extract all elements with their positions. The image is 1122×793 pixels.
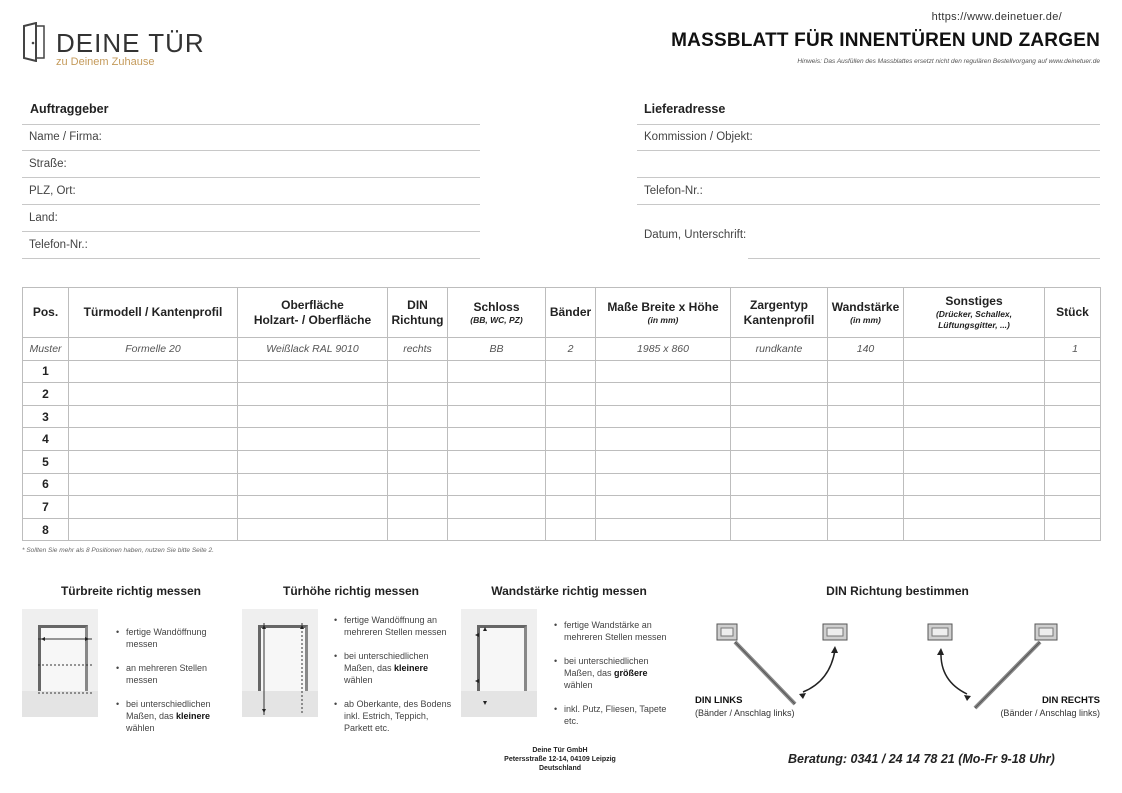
- width-measure-diagram: [22, 609, 98, 717]
- lieferadresse-heading: Lieferadresse: [644, 102, 726, 116]
- table-cell[interactable]: [731, 450, 828, 473]
- table-cell[interactable]: [596, 428, 731, 451]
- hoehe-bullet-3: • ab Oberkante, des Bodens inkl. Estrich, Teppich, Parkett etc.: [334, 698, 458, 734]
- table-cell[interactable]: [1045, 450, 1101, 473]
- table-cell[interactable]: [828, 473, 904, 496]
- field-label: Datum, Unterschrift:: [644, 229, 747, 241]
- table-cell[interactable]: [69, 428, 238, 451]
- table-cell[interactable]: [388, 428, 448, 451]
- table-cell[interactable]: [731, 428, 828, 451]
- table-cell[interactable]: [596, 496, 731, 519]
- column-header-sub: (Drücker, Schallex, Lüftungsgitter, ...): [935, 309, 1013, 330]
- hoehe-bullets: [334, 614, 458, 746]
- table-cell[interactable]: [904, 405, 1045, 428]
- muster-cell: 2: [546, 338, 596, 361]
- company-name: Deine Tür GmbH: [532, 747, 588, 754]
- table-cell[interactable]: [1045, 428, 1101, 451]
- howto-wand-heading: Wandstärke richtig messen: [491, 584, 647, 598]
- column-header: [828, 288, 904, 338]
- table-cell[interactable]: [546, 518, 596, 541]
- table-cell[interactable]: [69, 360, 238, 383]
- muster-cell: Weißlack RAL 9010: [238, 338, 388, 361]
- wand-bullet-2: • bei unterschiedlichen Maßen, das größere wählen: [554, 655, 678, 691]
- footnote: * Sollten Sie mehr als 8 Positionen haben, nutzen Sie bitte Seite 2.: [22, 547, 214, 554]
- table-cell[interactable]: [546, 473, 596, 496]
- width-arrows-icon: [22, 609, 98, 717]
- howto-hoehe-heading: Türhöhe richtig messen: [282, 584, 420, 598]
- table-cell[interactable]: [546, 360, 596, 383]
- din-links-icon: [717, 624, 847, 704]
- column-header: [69, 288, 238, 338]
- table-cell[interactable]: [546, 405, 596, 428]
- table-row: [23, 383, 1101, 406]
- table-cell[interactable]: [546, 383, 596, 406]
- wall-measure-diagram: [461, 609, 537, 717]
- muster-row: [23, 338, 1101, 361]
- auftraggeber-field[interactable]: [22, 151, 480, 178]
- table-cell[interactable]: [388, 473, 448, 496]
- hint-text: Hinweis: Das Ausfüllen des Massblattes ersetzt nicht den regulären Bestellvorgang auf www.deinetuer.de: [797, 58, 1100, 65]
- din-links-sub: (Bänder / Anschlag links): [695, 708, 795, 718]
- table-cell[interactable]: [1045, 473, 1101, 496]
- page-title: MASSBLATT FÜR INNENTÜREN UND ZARGEN: [671, 30, 1100, 51]
- table-cell[interactable]: [388, 405, 448, 428]
- table-cell[interactable]: [731, 405, 828, 428]
- wand-bullet-1: • fertige Wandstärke an mehreren Stellen messen: [554, 619, 678, 643]
- table-cell[interactable]: [828, 405, 904, 428]
- website-url[interactable]: https://www.deinetuer.de/: [931, 11, 1062, 23]
- logo-name: DEINE TÜR: [56, 28, 205, 58]
- column-header-main: Stück: [1056, 305, 1089, 319]
- column-header-main: Wandstärke: [831, 299, 900, 314]
- howto-din-heading: DIN Richtung bestimmen: [826, 584, 969, 598]
- table-cell[interactable]: [448, 383, 546, 406]
- field-label: Name / Firma:: [29, 131, 102, 143]
- table-cell[interactable]: [448, 428, 546, 451]
- column-header-main: Pos.: [32, 305, 59, 319]
- column-header-main: Maße Breite x Höhe: [607, 299, 719, 314]
- breite-bullet-3: • bei unterschiedlichen Maßen, das kleinere wählen: [116, 698, 236, 734]
- table-cell[interactable]: [238, 360, 388, 383]
- table-cell[interactable]: [388, 496, 448, 519]
- table-cell[interactable]: [448, 473, 546, 496]
- auftraggeber-field[interactable]: [22, 124, 480, 151]
- company-country: Deutschland: [538, 765, 581, 772]
- position-number: 6: [23, 473, 69, 496]
- column-header-sub: (in mm): [850, 314, 881, 325]
- table-cell[interactable]: [596, 383, 731, 406]
- table-cell[interactable]: [596, 360, 731, 383]
- muster-cell: [904, 338, 1045, 361]
- table-cell[interactable]: [238, 496, 388, 519]
- howto-breite-heading: Türbreite richtig messen: [60, 584, 202, 598]
- table-row: [23, 428, 1101, 451]
- table-cell[interactable]: [238, 405, 388, 428]
- muster-cell: 140: [828, 338, 904, 361]
- column-header-main: Bänder: [549, 305, 592, 319]
- logo-tagline: zu Deinem Zuhause: [56, 56, 155, 68]
- table-cell[interactable]: [238, 518, 388, 541]
- hoehe-bullet-2: • bei unterschiedlichen Maßen, das kleinere wählen: [334, 650, 458, 686]
- column-header: [546, 288, 596, 338]
- hotline: Beratung: 0341 / 24 14 78 21 (Mo-Fr 9-18 Uhr): [788, 752, 1055, 766]
- lieferadresse-field[interactable]: [637, 178, 1100, 205]
- table-cell[interactable]: [1045, 496, 1101, 519]
- position-number: 2: [23, 383, 69, 406]
- table-cell[interactable]: [731, 473, 828, 496]
- field-label: Land:: [29, 212, 58, 224]
- table-cell[interactable]: [1045, 360, 1101, 383]
- auftraggeber-field[interactable]: [22, 178, 480, 205]
- company-address: [480, 746, 640, 773]
- wand-bullet-3: • inkl. Putz, Fliesen, Tapete etc.: [554, 703, 678, 727]
- column-header: [23, 288, 69, 338]
- signature-line[interactable]: [748, 258, 1100, 259]
- table-cell[interactable]: [238, 383, 388, 406]
- table-cell[interactable]: [828, 496, 904, 519]
- table-cell[interactable]: [448, 405, 546, 428]
- table-cell[interactable]: [596, 450, 731, 473]
- column-header-main: Zargentyp Kantenprofil: [743, 297, 815, 327]
- table-cell[interactable]: [388, 518, 448, 541]
- table-cell[interactable]: [69, 518, 238, 541]
- auftraggeber-field[interactable]: [22, 205, 480, 232]
- lieferadresse-field[interactable]: [637, 205, 1100, 259]
- table-cell[interactable]: [1045, 383, 1101, 406]
- table-cell[interactable]: [731, 496, 828, 519]
- din-links-label: [695, 694, 795, 719]
- table-cell[interactable]: [69, 405, 238, 428]
- table-cell[interactable]: [1045, 405, 1101, 428]
- position-number: 4: [23, 428, 69, 451]
- column-header: [238, 288, 388, 338]
- table-cell[interactable]: [731, 518, 828, 541]
- table-cell[interactable]: [546, 428, 596, 451]
- company-street: Petersstraße 12-14, 04109 Leipzig: [504, 756, 616, 763]
- table-cell[interactable]: [448, 360, 546, 383]
- table-row: [23, 360, 1101, 383]
- table-cell[interactable]: [238, 473, 388, 496]
- muster-cell: 1985 x 860: [596, 338, 731, 361]
- column-header-main: DIN Richtung: [391, 297, 444, 327]
- muster-cell: Formelle 20: [69, 338, 238, 361]
- table-cell[interactable]: [828, 518, 904, 541]
- logo: [22, 22, 222, 66]
- table-cell[interactable]: [731, 383, 828, 406]
- column-header-main: Türmodell / Kantenprofil: [83, 305, 223, 319]
- table-cell[interactable]: [388, 450, 448, 473]
- table-cell[interactable]: [448, 518, 546, 541]
- table-cell[interactable]: [904, 450, 1045, 473]
- table-cell[interactable]: [904, 473, 1045, 496]
- height-measure-diagram: [242, 609, 318, 717]
- table-cell[interactable]: [448, 450, 546, 473]
- column-header: [731, 288, 828, 338]
- field-label: Straße:: [29, 158, 67, 170]
- table-row: [23, 473, 1101, 496]
- breite-bullet-1: • fertige Wandöffnung messen: [116, 626, 236, 650]
- table-cell[interactable]: [596, 473, 731, 496]
- table-cell[interactable]: [596, 518, 731, 541]
- wand-bullets: [554, 619, 678, 739]
- table-row: [23, 496, 1101, 519]
- din-links-title: DIN LINKS: [695, 695, 743, 706]
- position-number: 7: [23, 496, 69, 519]
- auftraggeber-heading: Auftraggeber: [30, 102, 109, 116]
- table-cell[interactable]: [904, 383, 1045, 406]
- table-cell[interactable]: [904, 496, 1045, 519]
- table-cell[interactable]: [69, 450, 238, 473]
- table-cell[interactable]: [388, 360, 448, 383]
- field-label: Kommission / Objekt:: [644, 131, 753, 143]
- table-cell[interactable]: [904, 428, 1045, 451]
- din-rechts-label: [1000, 694, 1100, 719]
- table-cell[interactable]: [904, 360, 1045, 383]
- column-header-main: Oberfläche Holzart- / Oberfläche: [253, 297, 372, 327]
- table-cell[interactable]: [69, 383, 238, 406]
- din-rechts-title: DIN RECHTS: [1041, 695, 1100, 706]
- table-header-row: [23, 288, 1101, 338]
- muster-cell: BB: [448, 338, 546, 361]
- table-row: [23, 518, 1101, 541]
- column-header-main: Sonstiges: [945, 294, 1003, 308]
- table-cell[interactable]: [238, 428, 388, 451]
- table-cell[interactable]: [69, 473, 238, 496]
- table-cell[interactable]: [828, 450, 904, 473]
- table-row: [23, 405, 1101, 428]
- field-label: Telefon-Nr.:: [29, 239, 88, 251]
- position-number: 8: [23, 518, 69, 541]
- column-header: [1045, 288, 1101, 338]
- auftraggeber-field[interactable]: [22, 232, 480, 259]
- table-cell[interactable]: [828, 383, 904, 406]
- column-header-sub: (in mm): [647, 314, 679, 325]
- table-cell[interactable]: [546, 450, 596, 473]
- table-cell[interactable]: [238, 450, 388, 473]
- table-cell[interactable]: [828, 428, 904, 451]
- muster-cell: Muster: [23, 338, 69, 361]
- wall-arrows-icon: [461, 609, 537, 717]
- column-header: [388, 288, 448, 338]
- table-cell[interactable]: [1045, 518, 1101, 541]
- height-arrows-icon: [242, 609, 318, 717]
- column-header-sub: (BB, WC, PZ): [470, 314, 523, 325]
- muster-cell: 1: [1045, 338, 1101, 361]
- position-number: 3: [23, 405, 69, 428]
- column-header-main: Schloss: [473, 299, 520, 314]
- position-number: 5: [23, 450, 69, 473]
- muster-cell: rechts: [388, 338, 448, 361]
- muster-cell: rundkante: [731, 338, 828, 361]
- table-cell[interactable]: [388, 383, 448, 406]
- table-cell[interactable]: [546, 496, 596, 519]
- field-label: Telefon-Nr.:: [644, 185, 703, 197]
- column-header: [904, 288, 1045, 338]
- breite-bullet-2: • an mehreren Stellen messen: [116, 662, 236, 686]
- order-table: [22, 287, 1101, 541]
- lieferadresse-field[interactable]: [637, 151, 1100, 178]
- table-cell[interactable]: [596, 405, 731, 428]
- breite-bullets: [116, 626, 236, 746]
- door-logo-icon: [22, 22, 46, 62]
- position-number: 1: [23, 360, 69, 383]
- table-cell[interactable]: [904, 518, 1045, 541]
- table-cell[interactable]: [69, 496, 238, 519]
- hoehe-bullet-1: • fertige Wandöffnung an mehreren Stellen messen: [334, 614, 458, 638]
- table-cell[interactable]: [828, 360, 904, 383]
- table-cell[interactable]: [731, 360, 828, 383]
- din-rechts-sub: (Bänder / Anschlag links): [1000, 708, 1100, 718]
- table-row: [23, 450, 1101, 473]
- lieferadresse-field[interactable]: [637, 124, 1100, 151]
- column-header: [448, 288, 546, 338]
- field-label: PLZ, Ort:: [29, 185, 76, 197]
- column-header: [596, 288, 731, 338]
- table-cell[interactable]: [448, 496, 546, 519]
